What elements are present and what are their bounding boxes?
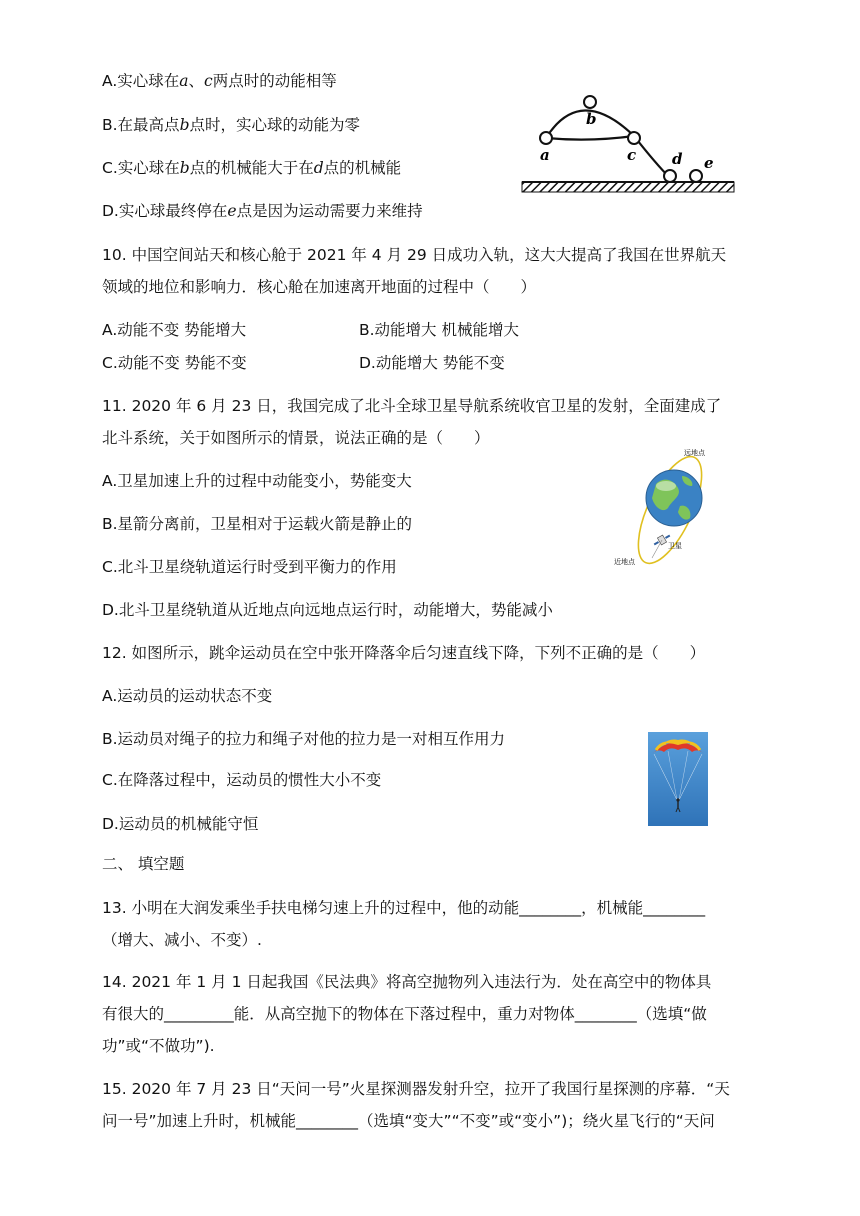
q11-option-b: B.星箭分离前，卫星相对于运载火箭是静止的: [102, 515, 413, 533]
label-e: e: [704, 154, 714, 172]
q14-stem-line3: 功”或“不做功”).: [102, 1037, 215, 1055]
far-point-label: 远地点: [684, 449, 705, 457]
satellite-label: 卫星: [668, 542, 682, 550]
q13-stem-line1: 13. 小明在大润发乘坐手扶电梯匀速上升的过程中，他的动能________，机械能________: [102, 899, 706, 917]
q10-option-c: C.动能不变 势能不变: [102, 354, 247, 372]
q13-stem-line2: （增大、减小、不变）.: [102, 931, 262, 949]
q12-option-a: A.运动员的运动状态不变: [102, 687, 273, 705]
q11-option-d: D.北斗卫星绕轨道从近地点向远地点运行时，动能增大，势能减小: [102, 601, 553, 619]
q10-option-a: A.动能不变 势能增大: [102, 321, 247, 339]
q15-stem-line1: 15. 2020 年 7 月 23 日“天问一号”火星探测器发射升空，拉开了我国行星探测的序幕．“天: [102, 1080, 730, 1098]
ball-trajectory-figure: [520, 92, 745, 198]
q10-stem-line2: 领域的地位和影响力．核心舱在加速离开地面的过程中（ ）: [102, 278, 537, 296]
label-b: b: [586, 110, 597, 128]
q15-stem-line2: 问一号”加速上升时，机械能________（选填“变大”“不变”或“变小”)；绕火星飞行的“天问: [102, 1112, 715, 1130]
q14-stem-line2: 有很大的_________能．从高空抛下的物体在下落过程中，重力对物体________（选填“做: [102, 1005, 707, 1023]
section-2-heading: 二、 填空题: [102, 855, 185, 873]
q9-option-c: C.实心球在b点的机械能大于在d点的机械能: [102, 159, 402, 177]
q11-option-c: C.北斗卫星绕轨道运行时受到平衡力的作用: [102, 558, 397, 576]
q11-option-a: A.卫星加速上升的过程中动能变小，势能变大: [102, 472, 412, 490]
q9-option-a: A.实心球在a、c两点时的动能相等: [102, 72, 337, 90]
q12-option-d: D.运动员的机械能守恒: [102, 815, 259, 833]
satellite-orbit-figure: [612, 446, 722, 570]
q10-option-d: D.动能增大 势能不变: [359, 354, 505, 372]
label-a: a: [540, 146, 550, 164]
q12-option-b: B.运动员对绳子的拉力和绳子对他的拉力是一对相互作用力: [102, 730, 506, 748]
q12-stem-line1: 12. 如图所示，跳伞运动员在空中张开降落伞后匀速直线下降，下列不正确的是（ ）: [102, 644, 706, 662]
q9-option-d: D.实心球最终停在e点是因为运动需要力来维持: [102, 202, 423, 220]
q10-option-b: B.动能增大 机械能增大: [359, 321, 519, 339]
label-c: c: [627, 146, 637, 164]
near-point-label: 近地点: [614, 558, 635, 566]
q9-option-b: B.在最高点b点时，实心球的动能为零: [102, 116, 361, 134]
q11-stem-line2: 北斗系统，关于如图所示的情景，说法正确的是（ ）: [102, 429, 490, 447]
label-d: d: [672, 150, 683, 168]
q10-stem-line1: 10. 中国空间站天和核心舱于 2021 年 4 月 29 日成功入轨，这大大提高了我国在世界航天: [102, 246, 727, 264]
q11-stem-line1: 11. 2020 年 6 月 23 日，我国完成了北斗全球卫星导航系统收官卫星的发射，全面建成了: [102, 397, 722, 415]
parachute-photo: [648, 732, 708, 826]
q14-stem-line1: 14. 2021 年 1 月 1 日起我国《民法典》将高空抛物列入违法行为．处在高空中的物体具: [102, 973, 712, 991]
q12-option-c: C.在降落过程中，运动员的惯性大小不变: [102, 771, 382, 789]
